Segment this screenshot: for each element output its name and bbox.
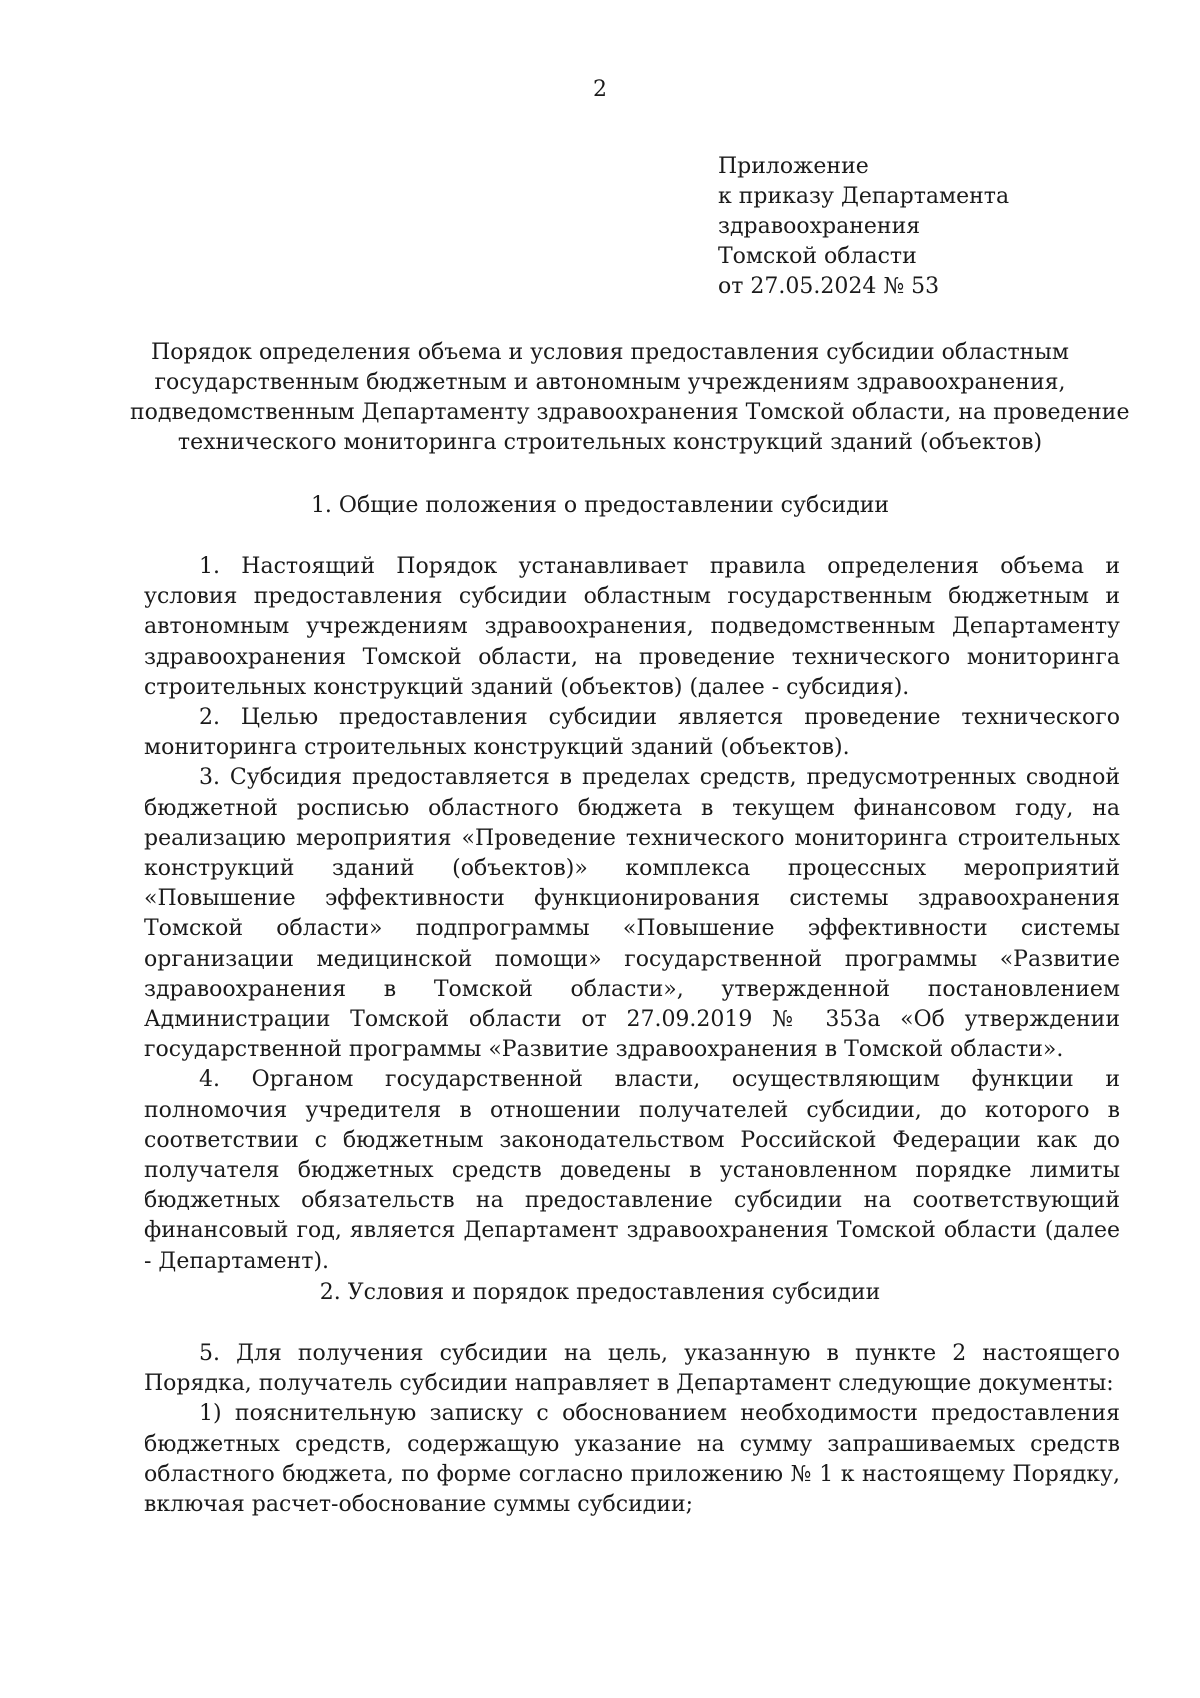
document-title [130, 338, 1130, 458]
title-line: подведомственным Департаменту здравоохранения Томской области, на проведение [130, 400, 1130, 425]
page-number: 2 [593, 77, 607, 102]
annex-line: Приложение [718, 154, 869, 179]
paragraph: 4. Органом государственной власти, осуществляющим функции и полномочия учредителя в отношении получателей субсидии, до которого в соответствии с бюджетным законодательством Российской Федерации как до получателя бюджетных средств доведены в установленном порядке лимиты бюджетных обязательств на предоставление субсидии на соответствующий финансовый год, является Департамент здравоохранения Томской области (далее - Департамент). [144, 1067, 1120, 1274]
title-line: Порядок определения объема и условия предоставления субсидии областным [151, 340, 1069, 365]
annex-line: от 27.05.2024 № 53 [718, 274, 940, 299]
section-body [144, 1339, 1120, 1520]
paragraph: 3. Субсидия предоставляется в пределах средств, предусмотренных сводной бюджетной росписью областного бюджета в текущем финансовом году, на реализацию мероприятия «Проведение технического мониторинга строительных конструкций зданий (объектов)» комплекса процессных мероприятий «Повышение эффективности функционирования системы здравоохранения Томской области» подпрограммы «Повышение эффективности системы организации медицинской помощи» государственной программы «Развитие здравоохранения в Томской области», утвержденной постановлением Администрации Томской области от 27.09.2019 № 353а «Об утверждении государственной программы «Развитие здравоохранения в Томской области». [144, 765, 1120, 1063]
section-heading: 1. Общие положения о предоставлении субсидии [310, 493, 890, 518]
annex-line: Томской области [718, 244, 917, 269]
paragraph: 1) пояснительную записку с обоснованием необходимости предоставления бюджетных средств, содержащую указание на сумму запрашиваемых средств областного бюджета, по форме согласно приложению № 1 к настоящему Порядку, включая расчет-обоснование суммы субсидии; [144, 1401, 1120, 1518]
title-line: государственным бюджетным и автономным учреждениям здравоохранения, [154, 370, 1066, 395]
annex-line: к приказу Департамента [718, 184, 1010, 209]
paragraph: 1. Настоящий Порядок устанавливает правила определения объема и условия предоставления субсидии областным государственным бюджетным и автономным учреждениям здравоохранения, подведомственным Департаменту здравоохранения Томской области, на проведение технического мониторинга строительных конструкций зданий (объектов) (далее - субсидия). [144, 554, 1120, 700]
annex-line: здравоохранения [718, 214, 921, 239]
annex-header [718, 152, 1009, 302]
section-body [144, 552, 1120, 1277]
title-line: технического мониторинга строительных конструкций зданий (объектов) [177, 430, 1043, 455]
paragraph: 5. Для получения субсидии на цель, указанную в пункте 2 настоящего Порядка, получатель субсидии направляет в Департамент следующие документы: [144, 1341, 1120, 1397]
paragraph: 2. Целью предоставления субсидии является проведение технического мониторинга строительных конструкций зданий (объектов). [144, 705, 1120, 761]
section-heading: 2. Условия и порядок предоставления субсидии [319, 1280, 881, 1305]
